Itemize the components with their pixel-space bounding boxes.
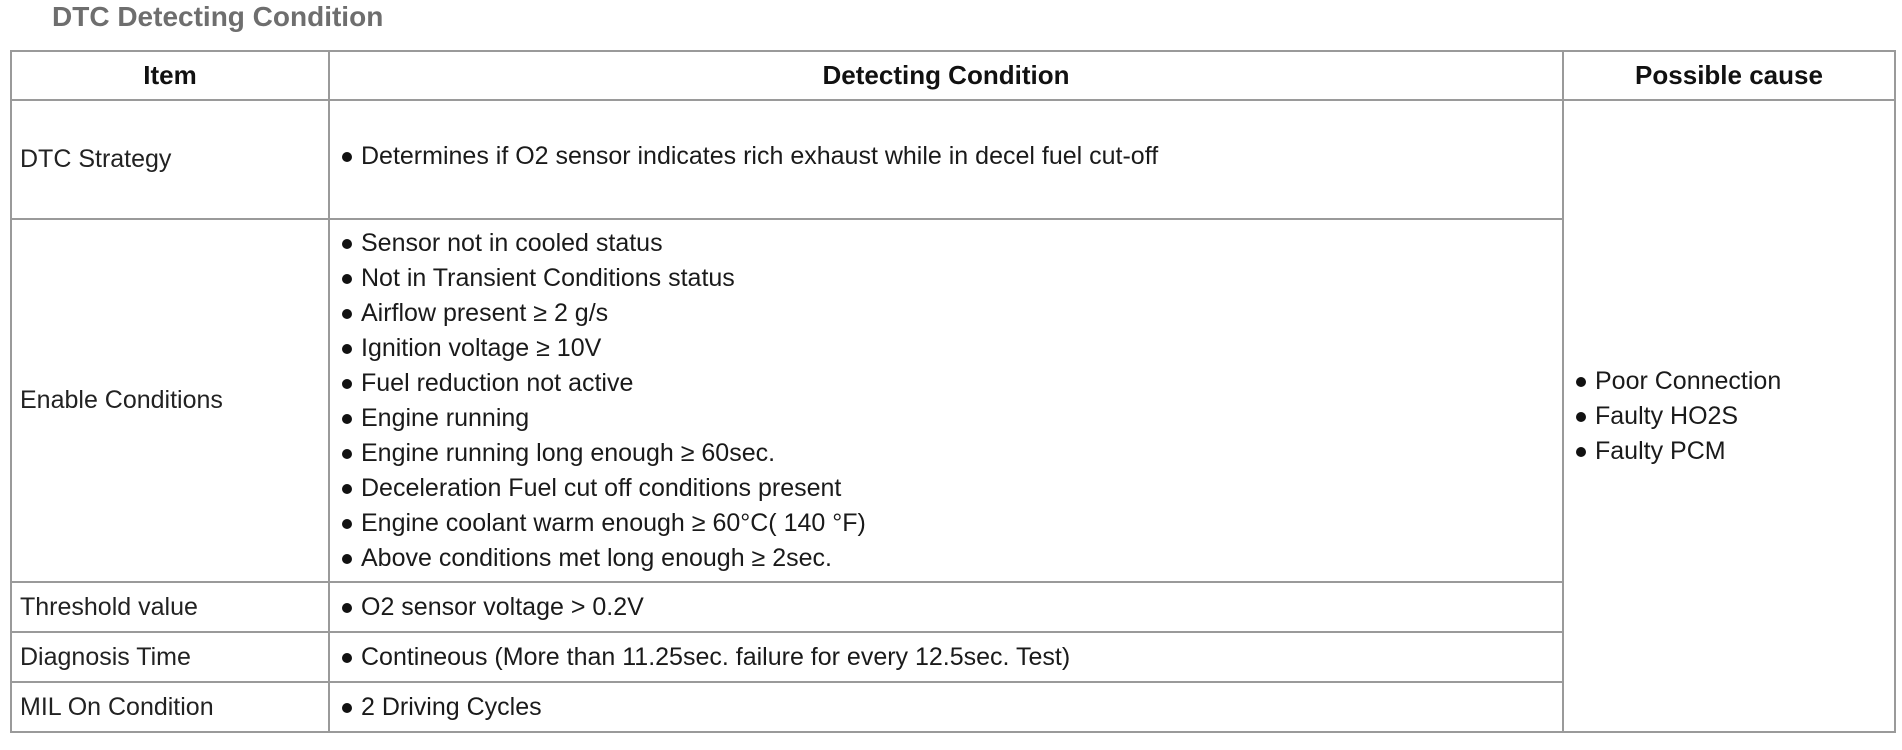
condition-bullet: Contineous (More than 11.25sec. failure for every 12.5sec. Test): [338, 640, 1554, 675]
condition-bullet: 2 Driving Cycles: [338, 690, 1554, 725]
condition-bullet: Above conditions met long enough ≥ 2sec.: [338, 541, 1554, 576]
condition-threshold-value: [329, 582, 1563, 632]
dtc-condition-table: [10, 50, 1896, 733]
condition-mil-on-condition: [329, 682, 1563, 732]
item-diagnosis-time: Diagnosis Time: [11, 632, 329, 682]
condition-bullet: Engine running long enough ≥ 60sec.: [338, 436, 1554, 471]
condition-dtc-strategy: [329, 100, 1563, 219]
condition-bullet: Deceleration Fuel cut off conditions present: [338, 471, 1554, 506]
item-mil-on-condition: MIL On Condition: [11, 682, 329, 732]
cause-bullet: Faulty PCM: [1572, 434, 1886, 469]
header-item: Item: [11, 51, 329, 100]
condition-enable-conditions: [329, 219, 1563, 582]
item-threshold-value: Threshold value: [11, 582, 329, 632]
table-header-row: [11, 51, 1895, 100]
item-dtc-strategy: DTC Strategy: [11, 100, 329, 219]
page-title: DTC Detecting Condition: [52, 1, 384, 32]
condition-bullet: Engine coolant warm enough ≥ 60°C( 140 °F): [338, 506, 1554, 541]
condition-bullet: Engine running: [338, 401, 1554, 436]
possible-cause-cell: [1563, 100, 1895, 732]
header-possible-cause: Possible cause: [1563, 51, 1895, 100]
condition-bullet: O2 sensor voltage > 0.2V: [338, 590, 1554, 625]
condition-bullet: Airflow present ≥ 2 g/s: [338, 296, 1554, 331]
cause-bullet: Poor Connection: [1572, 364, 1886, 399]
condition-bullet: Sensor not in cooled status: [338, 226, 1554, 261]
condition-bullet: Ignition voltage ≥ 10V: [338, 331, 1554, 366]
condition-bullet: Fuel reduction not active: [338, 366, 1554, 401]
table-row-dtc-strategy: [11, 100, 1895, 219]
cause-bullet: Faulty HO2S: [1572, 399, 1886, 434]
header-detecting-condition: Detecting Condition: [329, 51, 1563, 100]
condition-bullet: Determines if O2 sensor indicates rich exhaust while in decel fuel cut-off: [338, 139, 1554, 174]
item-enable-conditions: Enable Conditions: [11, 219, 329, 582]
condition-bullet: Not in Transient Conditions status: [338, 261, 1554, 296]
condition-diagnosis-time: [329, 632, 1563, 682]
